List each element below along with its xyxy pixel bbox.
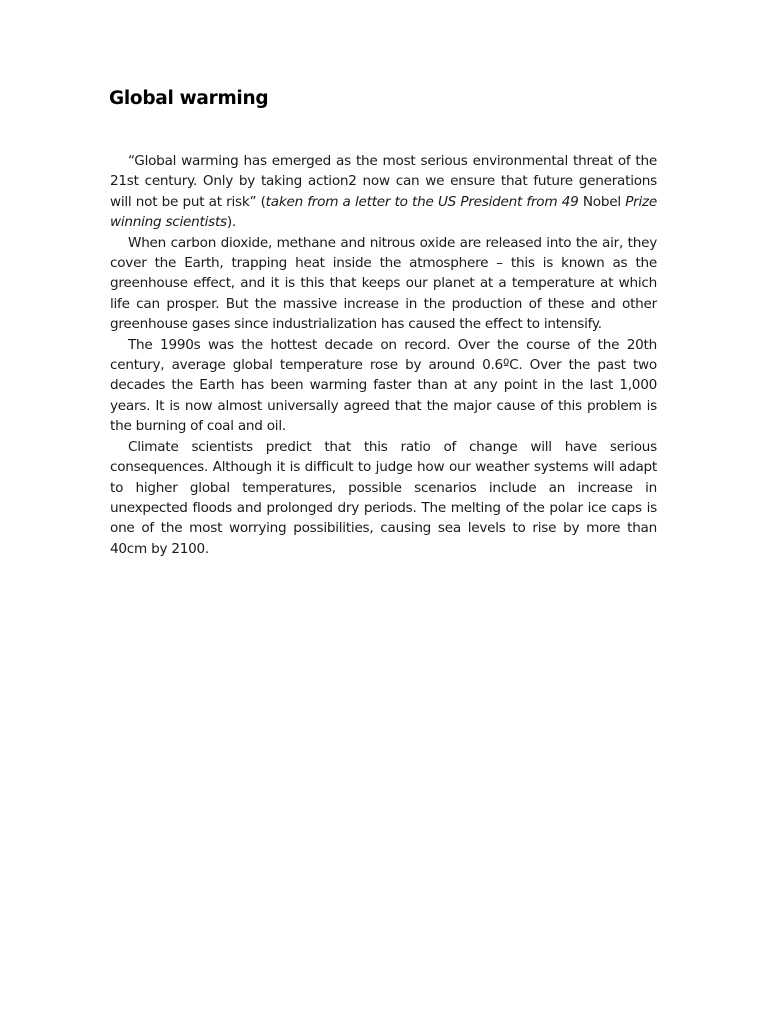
paragraph-4 <box>110 437 657 559</box>
paragraph-1 <box>110 151 657 233</box>
paragraph-1-text-run: ). <box>226 214 237 231</box>
paragraph-4-text: Climate scientists predict that this ratio of change will have serious consequences. Although it is difficult to judge how our weather systems will adapt to higher global temperatures, possible scenarios include an increase in unexpected floods and prolonged dry periods. The melting of the polar ice caps is one of the most worrying possibilities, causing sea levels to rise by more than 40cm by 2100. <box>110 438 657 557</box>
paragraph-1-italic-run: taken from a letter to the US President from 49 <box>265 193 579 210</box>
paragraph-3 <box>110 335 657 437</box>
paragraph-2 <box>110 233 657 335</box>
document-body <box>110 151 657 559</box>
paragraph-1-italic-run: Prize winning scientists <box>110 193 658 231</box>
document-title: Global warming <box>109 88 269 109</box>
paragraph-1-text-run: Nobel <box>578 193 626 210</box>
paragraph-3-text: The 1990s was the hottest decade on record. Over the course of the 20th century, average global temperature rose by around 0.6ºC. Over the past two decades the Earth has been warming faster than at any point in the last 1,000 years. It is now almost universally agreed that the major cause of this problem is the burning of coal and oil. <box>110 336 657 435</box>
paragraph-2-text: When carbon dioxide, methane and nitrous oxide are released into the air, they cover the Earth, trapping heat inside the atmosphere – this is known as the greenhouse effect, and it is this that keeps our planet at a temperature at which life can prosper. But the massive increase in the production of these and other greenhouse gases since industrialization has caused the effect to intensify. <box>110 234 657 333</box>
paragraph-1-text-run: “Global warming has emerged as the most serious environmental threat of the 21st century. Only by taking action2 now can we ensure that future generations will not be put at risk” ( <box>110 153 657 210</box>
